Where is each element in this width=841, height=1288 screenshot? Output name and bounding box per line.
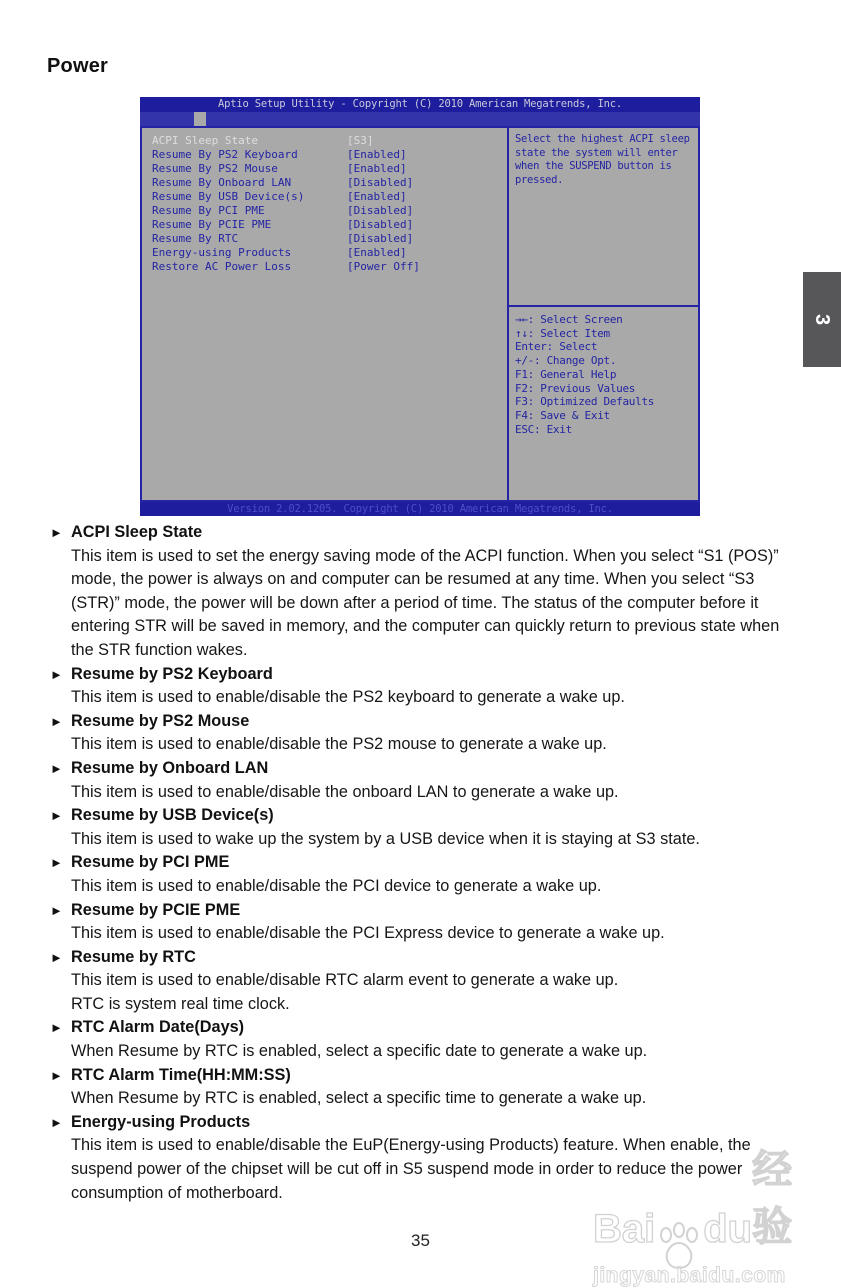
bios-setting-value: [Disabled] [347,218,414,231]
section-heading [50,663,792,687]
watermark-url: jingyan.baidu.com [593,1264,786,1287]
bios-setting-value: [Enabled] [347,246,407,259]
bios-setting-row [142,246,507,260]
section-paragraphs [50,1040,792,1064]
section-heading [50,1016,792,1040]
section-paragraph: This item is used to enable/disable the EuP(Energy-using Products) feature. When enable, the suspend power of the chipset will be cut off in S5 suspend mode in order to reduce the power consumption of motherboard. [71,1136,751,1202]
chapter-tab [803,272,841,367]
bios-setting-value: [Disabled] [347,204,414,217]
arrow-bullet-icon: ► [50,760,63,776]
bios-setting-row [142,134,507,148]
bios-title-bar: Aptio Setup Utility - Copyright (C) 2010 American Megatrends, Inc. [140,97,700,112]
arrow-bullet-icon: ► [50,902,63,918]
section-heading [50,804,792,828]
section-heading [50,899,792,923]
arrow-bullet-icon: ► [50,808,63,824]
key-hint: F1: General Help [515,367,617,381]
section-paragraphs [50,686,792,710]
chapter-number: 3 [811,313,834,326]
arrow-bullet-icon: ► [50,855,63,871]
section-heading [50,521,792,545]
section-paragraph: This item is used to enable/disable RTC alarm event to generate a wake up. [71,971,619,990]
bios-version-bar: Version 2.02.1205. Copyright (C) 2010 American Megatrends, Inc. [140,502,700,516]
bios-setting-label: ACPI Sleep State [152,134,258,147]
section-paragraphs [50,969,792,1016]
section [50,1111,792,1205]
bios-setting-row [142,232,507,246]
section-paragraphs [50,781,792,805]
section [50,946,792,1017]
bios-setting-label: Resume By PS2 Keyboard [152,148,298,161]
bios-settings-panel [142,128,507,274]
bios-right-panel [509,128,698,500]
bios-setting-label: Restore AC Power Loss [152,260,292,273]
section-paragraphs [50,545,792,663]
bios-setting-row [142,218,507,232]
key-hint: F2: Previous Values [515,381,636,395]
bios-setting-label: Resume By Onboard LAN [152,176,292,189]
section-heading [50,1064,792,1088]
section-paragraph: When Resume by RTC is enabled, select a specific time to generate a wake up. [71,1089,647,1108]
section [50,851,792,898]
section [50,1016,792,1063]
section-title: Resume by RTC [71,947,196,966]
section [50,804,792,851]
bios-body [140,126,700,502]
section-heading [50,946,792,970]
bios-key-hints [509,307,698,500]
section-paragraph: This item is used to enable/disable the PCI device to generate a wake up. [71,876,602,895]
section-paragraphs [50,828,792,852]
bios-setting-label: Resume By USB Device(s) [152,190,305,203]
page-title: Power [47,55,109,77]
section [50,1064,792,1111]
baidu-logo-cn: 经验 [752,1148,793,1249]
bios-setting-row [142,260,507,274]
section-title: Resume by PS2 Mouse [71,711,250,730]
key-hint: →←: Select Screen [515,313,623,326]
bios-setting-label: Resume By PCI PME [152,204,265,217]
bios-setting-value: [Disabled] [347,176,414,189]
bios-screenshot [140,97,700,516]
section-paragraph: This item is used to enable/disable the onboard LAN to generate a wake up. [71,782,619,801]
section-heading [50,851,792,875]
section [50,663,792,710]
arrow-bullet-icon: ► [50,1020,63,1036]
section-heading [50,757,792,781]
section-paragraph: This item is used to enable/disable the PS2 keyboard to generate a wake up. [71,688,625,707]
arrow-bullet-icon: ► [50,525,63,540]
bios-menu-tab [182,112,194,126]
bios-setting-row [142,204,507,218]
bios-menu-tab [158,112,170,126]
bios-setting-label: Resume By RTC [152,232,239,245]
bios-setting-label: Energy-using Products [152,246,292,259]
bios-setting-row [142,162,507,176]
bios-menu-tab [230,112,242,126]
sections-list [50,521,792,1205]
bios-setting-label: Resume By PCIE PME [152,218,272,231]
key-hint: F3: Optimized Defaults [515,395,655,409]
section-title: ACPI Sleep State [71,523,203,541]
page-number: 35 [411,1231,430,1250]
key-hint: ↑↓: Select Item [515,326,610,340]
bios-setting-row [142,176,507,190]
bios-setting-row [142,190,507,204]
section-heading [50,710,792,734]
section-paragraph: This item is used to enable/disable the PCI Express device to generate a wake up. [71,924,665,943]
section-paragraph: When Resume by RTC is enabled, select a specific date to generate a wake up. [71,1042,648,1061]
bios-help-text: Select the highest ACPI sleep state the system will enter when the SUSPEND button is pressed. [515,133,690,186]
arrow-bullet-icon: ► [50,713,63,729]
section-paragraphs [50,1087,792,1111]
section-title: Resume by PS2 Keyboard [71,664,273,683]
bios-setting-row [142,148,507,162]
bios-menu-tab [206,112,218,126]
section-paragraphs [50,1134,792,1205]
arrow-bullet-icon: ► [50,666,63,682]
bios-menu-tab [194,112,206,126]
section-title: RTC Alarm Time(HH:MM:SS) [71,1065,291,1084]
section-title: Resume by PCIE PME [71,900,241,919]
key-hint: Enter: Select [515,340,598,354]
section [50,899,792,946]
bios-setting-value: [Enabled] [347,148,407,161]
section [50,521,792,663]
key-hint: F4: Save & Exit [515,408,610,422]
section-title: Resume by PCI PME [71,853,230,872]
bios-setting-value: [Power Off] [347,260,420,273]
section-paragraph: This item is used to enable/disable the PS2 mouse to generate a wake up. [71,735,607,754]
key-hint: +/-: Change Opt. [515,354,617,368]
section-heading [50,1111,792,1135]
bios-menu-tab [170,112,182,126]
baidu-logo-text-right: du [703,1207,753,1251]
bios-setting-value: [S3] [347,134,374,147]
bios-setting-value: [Disabled] [347,232,414,245]
baidu-logo-text-left: Bai [593,1207,656,1251]
section [50,757,792,804]
arrow-bullet-icon: ► [50,1114,63,1130]
key-hint: ESC: Exit [515,422,572,436]
section-paragraphs [50,922,792,946]
arrow-bullet-icon: ► [50,949,63,965]
section-paragraph: RTC is system real time clock. [71,994,290,1013]
arrow-bullet-icon: ► [50,1067,63,1083]
section [50,710,792,757]
section-paragraph: This item is used to wake up the system by a USB device when it is staying at S3 state. [71,829,700,848]
bios-setting-value: [Enabled] [347,162,407,175]
bios-setting-label: Resume By PS2 Mouse [152,162,278,175]
bios-menu-tab [218,112,230,126]
section-title: Energy-using Products [71,1112,251,1131]
section-title: Resume by Onboard LAN [71,758,269,777]
section-title: RTC Alarm Date(Days) [71,1018,245,1037]
section-title: Resume by USB Device(s) [71,806,274,825]
bios-menu-tab [146,112,158,126]
section-paragraphs [50,733,792,757]
bios-menu-bar [140,112,700,126]
section-paragraph: This item is used to set the energy saving mode of the ACPI function. When you select “S1 (POS)” mode, the power is always on and computer can be resumed at any time. When you select “S3 (STR)” mode, the power will be down after a period of time. The status of the computer before it entering STR will be saved in memory, and the computer can quickly return to previous state when the STR function wakes. [71,546,780,659]
bios-setting-value: [Enabled] [347,190,407,203]
section-paragraphs [50,875,792,899]
